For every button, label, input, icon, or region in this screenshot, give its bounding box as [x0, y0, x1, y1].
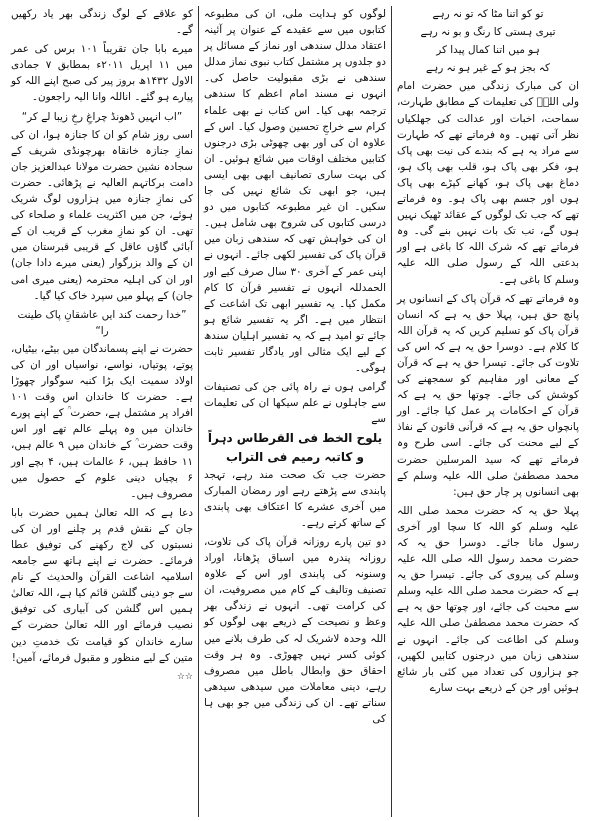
paragraph: دعا ہے کہ اللہ تعالیٰ ہمیں حضرت بابا جان کے نقش قدم پر چلنے اور ان کی نسبتوں کی لاج رکھنے کی توفیق عطا فرمائے۔ حضرت نے اپنے ہاتھ سے جامعہ اسلامیہ اشاعت القرآن والحدیث کے نام سے جو دینی گلشن قائم کیا ہے، اللہ تعالیٰ ہمیں اس گلشن کی آبیاری کی توفیق نصیب فرمائے اور اللہ تعالیٰ حضرت کے سارے خاندان کو قیامت تک خدمتِ دین متین کے لیے منظور و مقبول فرمائے، آمین!	[11, 506, 193, 664]
paragraph: لوگوں کو ہدایت ملی، ان کی مطبوعہ کتابوں میں سے عقیدے کے عنوان پر آئینہ اعتقاد مدلل سندھی اور نماز کے مسائل پر دو جلدوں پر مشتمل کتاب نبوی نماز مدلل سندھی نے بڑی مقبولیت حاصل کی۔ انہوں نے مسند امام اعظم کا سندھی ترجمہ بھی کیا۔ اس کتاب نے بھی علماء کرام سے خراجِ تحسین وصول کیا۔ اس کے علاوہ ان کی اور بھی چھوٹی بڑی درجنوں کتابیں مختلف اوقات میں شائع ہوئیں۔ ان کی بہت ساری تصانیف ابھی بھی ایسی ہیں، جو ابھی تک شائع نہیں کی جا سکیں۔ ان غیر مطبوعہ کتابوں میں دو درسی کتابوں کی شروح بھی شامل ہیں۔ ان کی خواہش تھی کہ سندھی زبان میں قرآن پاک کی تفسیر لکھی جائے۔ انہوں نے اپنی عمر کے آخری ۳۰ سال صرف کیے اور الحمدللہ انہوں نے تفسیر قرآن کا کام مکمل کیا۔ یہ تفسیر ابھی تک اشاعت کے انتظار میں ہے۔ اگر یہ تفسیر شائع ہو جائے تو امید ہے کہ یہ تفسیر اہلیان سندھ کے لیے ایک مثالی اور یادگار تفسیر ثابت ہوگی۔	[204, 8, 386, 375]
paragraph: گرامی ہوں نے راہ پائی جن کی تصنیفات سے جاہلوں نے علم سیکھا ان کی تعلیمات سے	[204, 381, 386, 426]
poem-verse: ہو میں اتنا کمال پیدا کر	[436, 44, 540, 57]
poem-verse: تو کو اتنا مٹا کہ تو نہ رہے	[432, 8, 544, 20]
paragraph: میرے بابا جان تقریباً ۱۰۱ برس کی عمر میں ۱۱ اپریل ۲۰۱۱ء بمطابق ۷ جمادی الاول ۱۴۳۲ھ بروز پیر کی صبح اپنے اللہ کو پیارے ہو گئے۔ اناللہ وانا الیہ راجعون۔	[11, 43, 193, 104]
paragraph: حضرت نے اپنے پسماندگان میں بیٹے، بیٹیاں، پوتے، پوتیاں، نواسے، نواسیاں اور ان کی اولاد سمیت ایک بڑا کنبہ سوگوار چھوڑا ہے۔ حضرت کا خاندان اس وقت ۱۰۱ افراد پر مشتمل ہے، حضرت ؒ کے اپنے پورے خاندان میں وہ پہلے عالم تھے اور اس وقت حضرت ؒ کے خاندان میں ۹ عالم ہیں، ۱۱ حافظ ہیں، ۶ عالمات ہیں، ۴ بچے اور ۶ بچیاں دینی علوم کے حصول میں مصروف ہیں۔	[11, 342, 194, 500]
column-middle	[199, 6, 392, 817]
paragraph: ان کی مبارک زندگی میں حضرت امام ولی اللہؒ کی تعلیمات کے مطابق طہارت، سماحت، اخبات اور عدالت کی جھلکیاں نظر آتی تھیں۔ وہ فرماتے تھے کہ طہارت سے مراد یہ ہے کہ بندے کی نیت بھی پاک ہو، فکر بھی پاک ہو، قلب بھی پاک ہو، دماغ بھی پاک ہو، کھانے کپڑے بھی پاک ہوں اور جسم بھی پاک ہو۔ وہ فرماتے تھے کہ جب تک لوگوں کے عقائد ٹھیک نہیں ہوں گے، تب تک بات نہیں بنے گی۔ وہ فرماتے تھے کہ شرک اللہ کا باغی ہے اور بدعتی اللہ کے رسول صلی اللہ علیہ وسلم کا باغی ہے۔	[397, 80, 579, 286]
paragraph: حضرت جب تک صحت مند رہے، تہجد پابندی سے پڑھتے رہے اور رمضان المبارک میں آخری عشرے کا اعتکاف بھی پابندی کے ساتھ کرتے رہے۔	[204, 468, 386, 529]
column-right	[392, 6, 584, 817]
paragraph: دو تین پارے روزانہ قرآن پاک کی تلاوت، روزانہ پندرہ میں اسباق پڑھانا، اوراد وسنونہ کی پابندی اور اس کے علاوہ تصنیف وتالیف کے کام میں مصروفیت، ان کی کرامت تھی۔ انہوں نے زندگی بھر وعظ و نصیحت کے ذریعے بھی لوگوں کو اللہ وحدہ لاشریک لہ کی طرف بلانے میں کوئی کسر نہیں چھوڑی۔ وہ ہر وقت احقاق حق وابطال باطل میں مصروف رہے، دینی معاملات میں سیدھی سیدھی سناتے تھے۔ ان کی زندگی میں جو بھی ہا کی	[204, 536, 386, 726]
paragraph: پہلا حق یہ کہ حضرت محمد صلی اللہ علیہ وسلم کو اللہ کا سچا اور آخری رسول مانا جائے۔ دوسرا حق یہ کہ حضرت محمد رسول اللہ صلی اللہ علیہ وسلم کی پیروی کی جائے۔ تیسرا حق یہ ہے کہ حضرت محمد صلی اللہ علیہ وسلم سے محبت کی جائے، اور چوتھا حق یہ ہے کہ حضرت محمد مصطفیٰ صلی اللہ علیہ وسلم کی اطاعت کی جائے۔ انہوں نے سندھی زبان میں درجنوں کتابیں لکھیں، جو ہزاروں کی تعداد میں کئی بار شائع ہوئیں اور جن کے ذریعے بہت سارے	[397, 504, 579, 694]
column-left	[6, 6, 199, 817]
end-marker: ☆☆	[176, 671, 193, 682]
arabic-verse: یلوح الخط فی القرطاس دہراً	[207, 431, 383, 446]
paragraph: کو علاقے کے لوگ زندگی بھر یاد رکھیں گے۔	[11, 8, 193, 37]
paragraph: وہ فرماتے تھے کہ قرآن پاک کے انسانوں پر پانچ حق ہیں، پہلا حق یہ ہے کہ انسان قرآن پاک کو تسلیم کریں کہ یہ قرآن اللہ کا کلام ہے۔ دوسرا حق یہ ہے کہ اس کی تلاوت کی جائے۔ تیسرا حق یہ ہے کہ قرآن کے معانی اور مفاہیم کو سمجھنے کی کوشش کی جائے۔ چوتھا حق یہ ہے کہ قرآن کے احکامات پر عمل کیا جائے۔ اور پانچواں حق یہ ہے کہ قرآنی قانون کے نفاذ کے لیے محنت کی جائے۔ اسی طرح وہ فرماتے تھے کہ سید المرسلین حضرت محمد مصطفیٰ صلی اللہ علیہ وسلم کے بھی انسانوں پر چار حق ہیں:	[397, 292, 579, 498]
arabic-verse: و کاتبہ رمیم فی التراب	[226, 449, 364, 464]
poem-verse: کہ بجز ہو کے غیر ہو نہ رہے	[426, 62, 550, 75]
quote-line: ”خدا رحمت کند ایں عاشقانِ پاک طینت را“	[17, 308, 187, 337]
paragraph: اسی روز شام کو ان کا جنازہ ہوا، ان کی نمازِ جنازہ خانقاہ بھرچونڈی شریف کے سجادہ نشین حضرت مولانا عبدالعزیز جان دامت برکاتہم العالیہ نے پڑھائی۔ حضرت کی نمازِ جنازہ میں ہزاروں لوگ شریک ہوئے، جن میں اکثریت علماء و صلحاء کی تھی۔ ان کو نمازِ مغرب کے قریب ان کے آبائی گاؤں عاقل کے قریبی قبرستان میں ان کے والد بزرگوار (یعنی میرے دادا جان) اور ان کی اہلیہ محترمہ (یعنی میری امی جان) کے پہلو میں سپرد خاک کیا گیا۔	[11, 128, 193, 302]
quote-line: ”اب انہیں ڈھونڈ چراغِ رخِ زیبا لے کر“	[21, 110, 183, 123]
poem-verse: تیری ہستی کا رنگ و بو نہ رہے	[420, 26, 556, 39]
